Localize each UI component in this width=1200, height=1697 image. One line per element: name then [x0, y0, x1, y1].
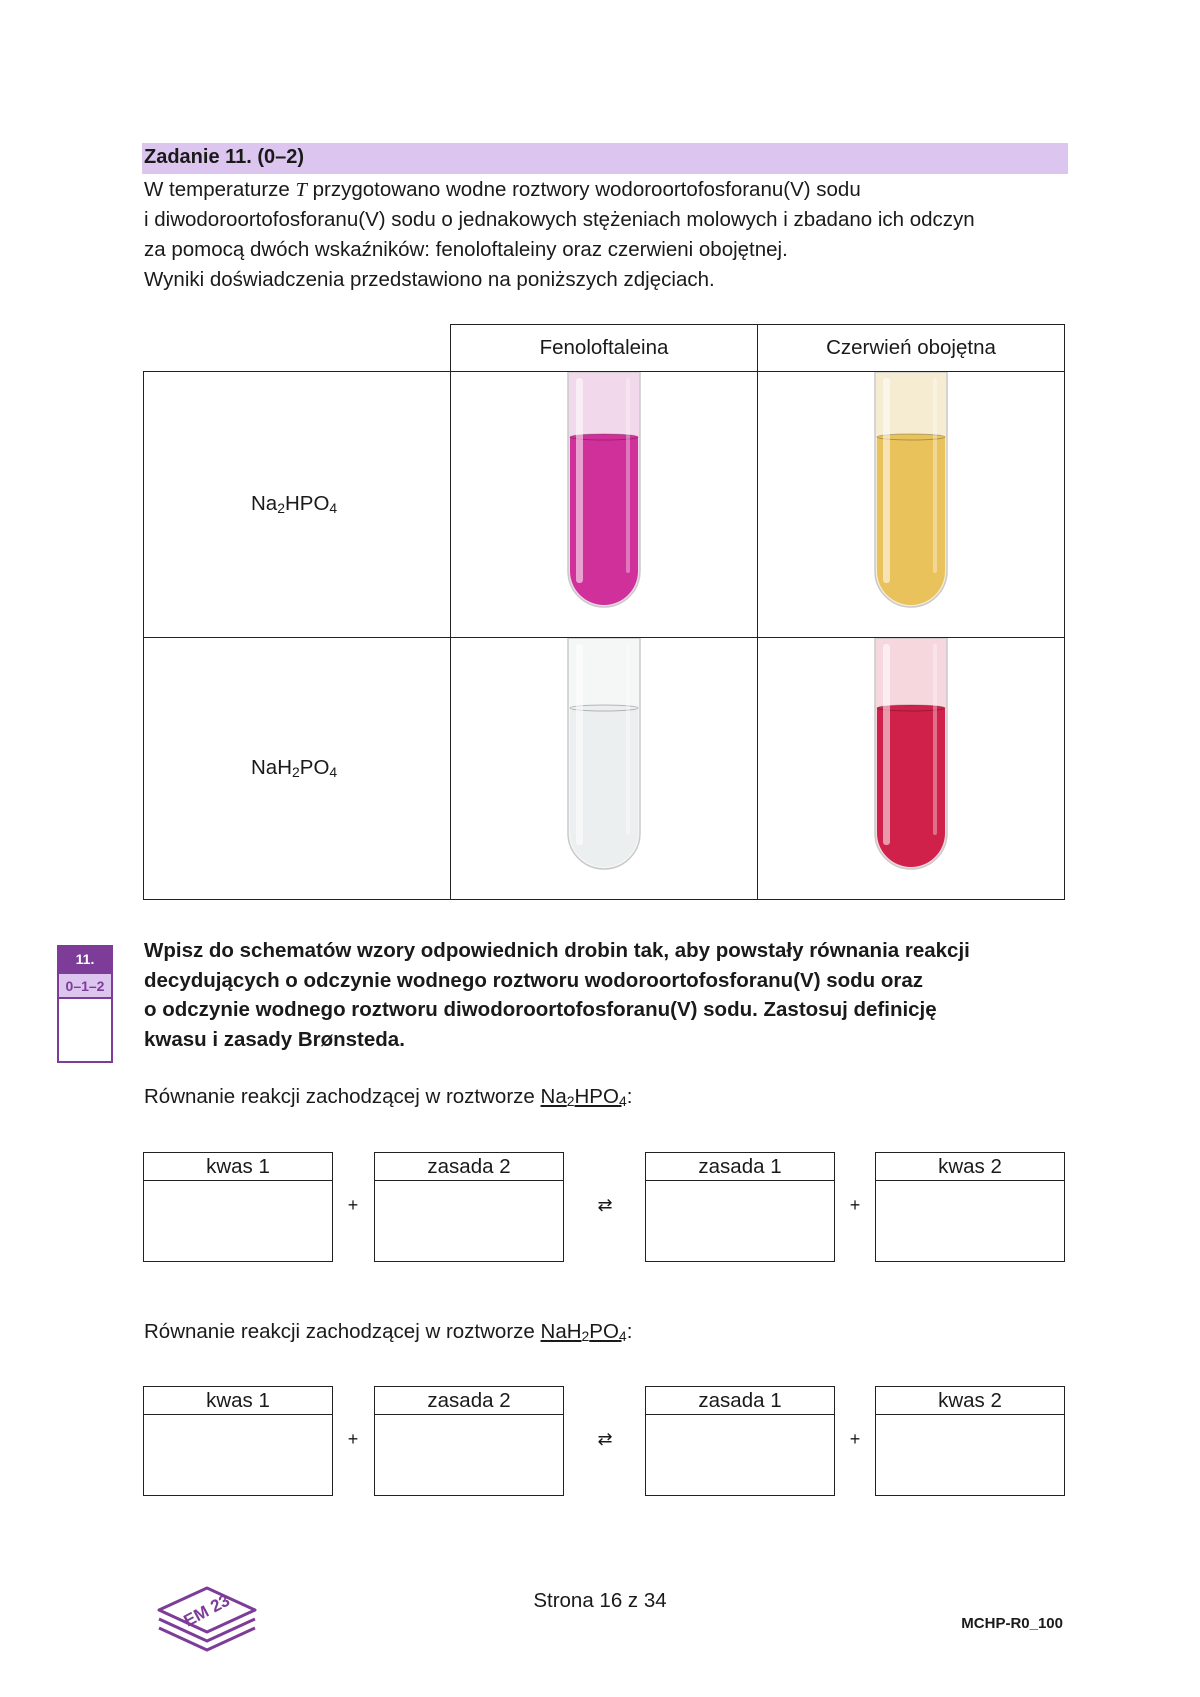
column-header-label: Fenoloftaleina: [539, 336, 669, 359]
equation-1-acid-1-slot: [143, 1152, 333, 1262]
intro-line-2: i diwodoroortofosforanu(V) sodu o jednakowych stężeniach molowych i zbadano ich odczyn: [144, 208, 975, 231]
slot-label: kwas 1: [144, 1387, 332, 1415]
answer-field[interactable]: [375, 1415, 563, 1497]
photo-cell: [450, 637, 758, 900]
instruction-line: Wpisz do schematów wzory odpowiednich drobin tak, aby powstały równania reakcji: [144, 939, 970, 962]
slot-label: kwas 1: [144, 1153, 332, 1181]
row-label-nah2po4: $NaH_2PO_4$: [251, 756, 338, 781]
photo-cell: [757, 371, 1065, 638]
equation-2-base-2-slot: [374, 1386, 564, 1496]
svg-text:EM 23: EM 23: [180, 1590, 233, 1631]
test-tube-image: [451, 638, 757, 899]
task-number-badge: 11.: [57, 945, 113, 972]
points-range-badge: 0–1–2: [57, 972, 113, 999]
equation-2-base-1-slot: [645, 1386, 835, 1496]
answer-field[interactable]: [144, 1415, 332, 1497]
answer-field[interactable]: [876, 1181, 1064, 1263]
plus-sign: +: [849, 1429, 861, 1449]
column-header-neutral-red: [757, 324, 1065, 372]
answer-field[interactable]: [144, 1181, 332, 1263]
intro-text: W temperaturze: [144, 178, 296, 201]
plus-sign: +: [347, 1429, 359, 1449]
document-code: MCHP-R0_100: [961, 1615, 1063, 1632]
slot-label: zasada 2: [375, 1387, 563, 1415]
photo-cell: [757, 637, 1065, 900]
answer-field[interactable]: [375, 1181, 563, 1263]
instruction-line: decydujących o odczynie wodnego roztworu wodoroortofosforanu(V) sodu oraz: [144, 968, 924, 992]
equation-2-acid-2-slot: [875, 1386, 1065, 1496]
score-box: [57, 999, 113, 1063]
intro-line-4: Wyniki doświadczenia przedstawiono na poniższych zdjęciach.: [144, 268, 715, 291]
temperature-symbol: T: [295, 179, 307, 201]
answer-field[interactable]: [876, 1415, 1064, 1497]
equation-title-2: Równanie reakcji zachodzącej w roztworze $NaH_2PO_4$:: [144, 1320, 633, 1345]
plus-sign: +: [849, 1195, 861, 1215]
photo-cell: [450, 371, 758, 638]
row-label-cell: [143, 637, 451, 900]
equation-2-acid-1-slot: [143, 1386, 333, 1496]
page-number: Strona 16 z 34: [533, 1589, 667, 1612]
task-header: [142, 143, 1068, 174]
equation-formula: $Na_2HPO_4$: [540, 1085, 627, 1110]
row-label-na2hpo4: $Na_2HPO_4$: [251, 492, 338, 517]
task-title: Zadanie 11. (0–2): [144, 146, 305, 168]
slot-label: zasada 1: [646, 1153, 834, 1181]
instruction-line: o odczynie wodnego roztworu diwodoroortofosforanu(V) sodu. Zastosuj definicję: [144, 998, 937, 1021]
slot-label: kwas 2: [876, 1387, 1064, 1415]
plus-sign: +: [347, 1195, 359, 1215]
instruction-line: kwasu i zasady Brønsteda.: [144, 1027, 405, 1051]
instruction: [144, 936, 1074, 1054]
column-header-label: Czerwień obojętna: [826, 336, 996, 359]
intro-line-3: za pomocą dwóch wskaźników: fenoloftaleiny oraz czerwieni obojętnej.: [144, 238, 788, 261]
slot-label: zasada 1: [646, 1387, 834, 1415]
test-tube-image: [451, 372, 757, 637]
equilibrium-arrow-icon: ⇄: [597, 1429, 613, 1449]
slot-label: kwas 2: [876, 1153, 1064, 1181]
intro-line-1: [144, 175, 1074, 205]
slot-label: zasada 2: [375, 1153, 563, 1181]
equation-1-base-1-slot: [645, 1152, 835, 1262]
equation-title-1: Równanie reakcji zachodzącej w roztworze $Na_2HPO_4$:: [144, 1085, 633, 1110]
answer-field[interactable]: [646, 1181, 834, 1263]
equation-1-base-2-slot: [374, 1152, 564, 1262]
column-header-phenolphthalein: [450, 324, 758, 372]
test-tube-image: [758, 638, 1064, 899]
task-intro: [144, 175, 1074, 295]
intro-text: przygotowano wodne roztwory wodoroortofosforanu(V) sodu: [306, 178, 861, 201]
test-tube-image: [758, 372, 1064, 637]
equation-formula: $NaH_2PO_4$: [540, 1320, 627, 1345]
equation-1-acid-2-slot: [875, 1152, 1065, 1262]
row-label-cell: [143, 371, 451, 638]
answer-field[interactable]: [646, 1415, 834, 1497]
equilibrium-arrow-icon: ⇄: [597, 1195, 613, 1215]
